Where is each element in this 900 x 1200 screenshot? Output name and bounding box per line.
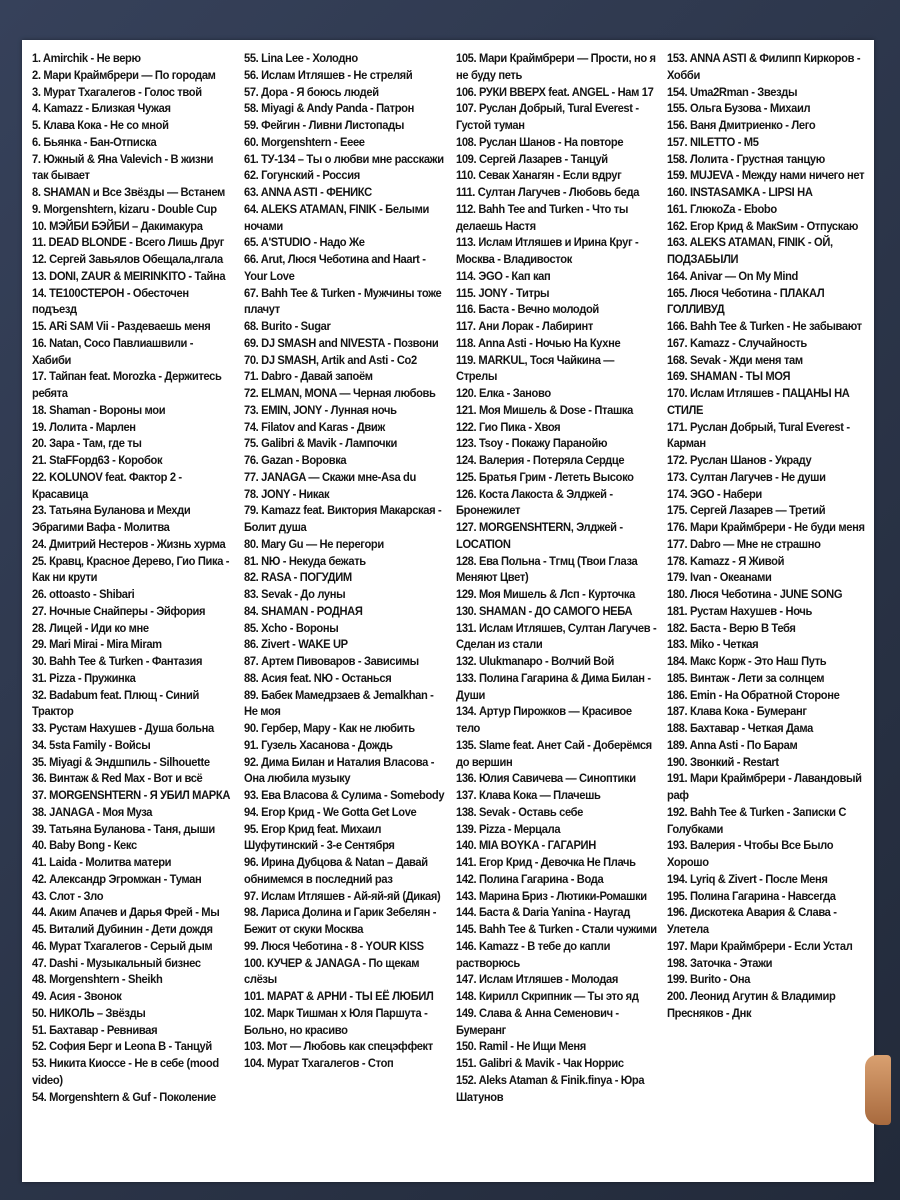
track-item: 17. Тайпан feat. Morozka - Держитесь ребята (32, 369, 222, 400)
track-item: 191. Мари Краймбрери - Лавандовый раф (667, 771, 862, 802)
track-item: 16. Natan, Coco Павлиашвили - Хабиби (32, 335, 194, 367)
track-item: 70. DJ SMASH, Artik and Asti - Со2 (244, 352, 417, 367)
track-item: 144. Баста & Daria Yanina - Наугад (456, 905, 630, 920)
track-item: 105. Мари Краймбрери — Прости, но я не буду петь (456, 51, 656, 82)
track-item: 148. Кирилл Скрипник — Ты это яд (456, 989, 639, 1003)
track-item: 151. Galibri & Mavik - Чак Норрис (456, 1056, 624, 1070)
track-item: 185. Винтаж - Лети за солнцем (667, 670, 825, 685)
track-item: 120. Елка - Заново (456, 386, 551, 400)
track-item: 162. Егор Крид & МакSим - Отпускаю (667, 218, 858, 233)
track-item: 89. Бабек Мамедрзаев & Jemalkhan - Не моя (244, 687, 434, 719)
track-item: 8. SHAMAN и Все Звёзды — Встанем (32, 185, 225, 199)
track-item: 65. A'STUDIO - Надо Же (244, 235, 365, 250)
track-item: 155. Ольга Бузова - Михаил (667, 101, 811, 116)
track-item: 147. Ислам Итляшев - Молодая (456, 972, 618, 987)
track-item: 60. Morgenshtern - Еeee (244, 134, 365, 149)
track-item: 10. МЭЙБИ БЭЙБИ – Дакимакура (32, 218, 203, 233)
track-item: 75. Galibri & Mavik - Лампочки (244, 436, 398, 451)
track-item: 176. Мари Краймбрери - Не буди меня (667, 520, 865, 534)
track-item: 76. Gazan - Воровка (244, 453, 347, 467)
track-item: 27. Ночные Снайперы - Эйфория (32, 603, 206, 618)
track-item: 32. Badabum feat. Плющ - Синий Трактор (32, 687, 200, 719)
track-item: 91. Гузель Хасанова - Дождь (244, 737, 393, 752)
track-item: 28. Лицей - Иди ко мне (32, 620, 149, 635)
track-item: 125. Братья Грим - Лететь Высоко (456, 469, 634, 484)
track-item: 169. SHAMAN - ТЫ МОЯ (667, 369, 791, 384)
track-item: 173. Султан Лагучев - Не души (667, 469, 826, 484)
track-item: 157. NILETTO - M5 (667, 134, 759, 149)
track-item: 182. Баста - Верю В Тебя (667, 620, 796, 635)
track-item: 50. НИКОЛЬ – Звёзды (32, 1005, 146, 1020)
track-item: 111. Султан Лагучев - Любовь беда (456, 185, 640, 199)
track-item: 90. Гербер, Мару - Как не любить (244, 721, 415, 735)
track-item: 177. Dabro — Мне не страшно (667, 536, 821, 551)
track-item: 69. DJ SMASH and NIVESTA - Позвони (244, 335, 439, 350)
track-item: 37. MORGENSHTERN - Я УБИЛ МАРКА (32, 788, 231, 802)
track-item: 195. Полина Гагарина - Навсегда (667, 888, 836, 903)
track-item: 127. MORGENSHTERN, Элджей - LOCATION (456, 520, 623, 551)
track-item: 108. Руслан Шанов - На повторе (456, 134, 624, 149)
track-item: 24. Дмитрий Нестеров - Жизнь хурма (32, 536, 226, 551)
track-item: 153. ANNA ASTI & Филипп Киркоров - Хобби (667, 51, 861, 82)
track-item: 179. Ivan - Океанами (667, 570, 772, 585)
track-item: 74. Filatov and Karas - Движ (244, 419, 385, 434)
track-item: 133. Полина Гагарина & Дима Билан - Души (456, 670, 651, 702)
track-item: 47. Dashi - Музыкальный бизнес (32, 955, 201, 970)
track-item: 18. Shaman - Вороны мои (32, 402, 166, 417)
track-item: 174. ЭGO - Набери (667, 486, 762, 501)
track-item: 112. Bahh Tee and Turken - Что ты делаешь Настя (456, 201, 629, 233)
track-item: 4. Kamazz - Близкая Чужая (32, 101, 171, 116)
track-item: 163. ALEKS ATAMAN, FINIK - ОЙ, ПОДЗАБЫЛИ (667, 235, 833, 266)
track-item: 22. KOLUNOV feat. Фактор 2 - Красавица (32, 469, 182, 501)
track-item: 62. Гогунский - Россия (244, 168, 360, 183)
track-item: 31. Pizza - Пружинка (32, 670, 136, 685)
track-item: 99. Люся Чеботина - 8 - YOUR KISS (244, 938, 424, 953)
track-item: 92. Дима Билан и Наталия Власова - Она любила музыку (244, 754, 435, 786)
track-item: 109. Сергей Лазарев - Танцуй (456, 151, 608, 166)
tracklist-column-1 (32, 50, 232, 1105)
track-item: 159. MUJEVA - Между нами ничего нет (667, 168, 865, 183)
track-item: 71. Dabro - Давай запоём (244, 369, 373, 384)
track-item: 136. Юлия Савичева — Синоптики (456, 771, 636, 786)
track-item: 110. Севак Ханагян - Если вдруг (456, 168, 622, 183)
track-item: 3. Мурат Тхагалегов - Голос твой (32, 84, 202, 99)
track-item: 87. Артем Пивоваров - Зависимы (244, 654, 419, 668)
track-item: 6. Бьянка - Бан-Отписка (32, 134, 157, 149)
track-item: 188. Бахтавар - Четкая Дама (667, 721, 813, 735)
track-item: 166. Bahh Tee & Turken - Не забывают (667, 319, 862, 333)
tracklist-column-4 (667, 50, 865, 1022)
track-item: 121. Моя Мишель & Dose - Пташка (456, 402, 633, 417)
track-item: 84. SHAMAN - РОДНАЯ (244, 603, 363, 618)
track-item: 138. Sevak - Оставь себе (456, 804, 584, 819)
track-item: 88. Асия feat. NЮ - Останься (244, 670, 392, 685)
track-item: 52. София Берг и Leona B - Танцуй (32, 1039, 212, 1054)
track-item: 124. Валерия - Потеряла Сердце (456, 453, 625, 467)
track-item: 97. Ислам Итляшев - Ай-яй-яй (Дикая) (244, 888, 441, 903)
track-item: 200. Леонид Агутин & Владимир Пресняков - Днк (667, 989, 836, 1020)
track-item: 167. Kamazz - Случайность (667, 335, 807, 350)
track-item: 193. Валерия - Чтобы Все Было Хорошо (667, 838, 834, 869)
track-item: 15. ARi SAM Vii - Раздеваешь меня (32, 319, 211, 333)
track-item: 119. MARKUL, Тося Чайкина — Стрелы (456, 352, 615, 384)
track-item: 152. Aleks Ataman & Finik.finya - Юра Шатунов (456, 1072, 645, 1104)
track-item: 137. Клава Кока — Плачешь (456, 788, 601, 802)
track-item: 107. Руслан Добрый, Tural Everest - Густой туман (456, 101, 639, 132)
track-item: 130. SHAMAN - ДО САМОГО НЕБА (456, 603, 633, 618)
track-item: 168. Sevak - Жди меня там (667, 352, 803, 367)
track-item: 73. EMIN, JONY - Лунная ночь (244, 402, 397, 417)
track-item: 156. Ваня Дмитриенко - Лего (667, 118, 816, 132)
track-item: 30. Bahh Tee & Turken - Фантазия (32, 654, 203, 668)
track-item: 41. Laida - Молитва матери (32, 855, 172, 869)
track-item: 164. Anivar — On My Mind (667, 268, 798, 283)
track-item: 132. Ulukmanapo - Волчий Вой (456, 654, 614, 668)
track-item: 128. Ева Польна - Тгмц (Твои Глаза Меняют Цвет) (456, 553, 638, 585)
track-item: 196. Дискотека Авария & Слава - Улетела (667, 905, 837, 936)
track-item: 78. JONY - Никак (244, 486, 330, 501)
track-item: 45. Виталий Дубинин - Дети дождя (32, 922, 213, 936)
track-item: 115. JONY - Титры (456, 285, 550, 300)
track-item: 35. Miyagi & Эндшпиль - Silhouette (32, 754, 210, 769)
track-item: 68. Burito - Sugar (244, 319, 331, 333)
track-item: 96. Ирина Дубцова & Natan – Давай обнимемся в последний раз (244, 855, 428, 886)
track-item: 181. Рустам Нахушев - Ночь (667, 603, 812, 618)
track-item: 12. Сергей Завьялов Обещала,лгала (32, 252, 223, 266)
track-item: 117. Ани Лорак - Лабиринт (456, 319, 593, 333)
track-item: 118. Anna Asti - Ночью На Кухне (456, 335, 621, 350)
track-item: 175. Сергей Лазарев — Третий (667, 503, 826, 518)
track-item: 58. Miyagi & Andy Panda - Патрон (244, 101, 415, 116)
track-item: 29. Mari Mirai - Mira Miram (32, 637, 162, 652)
track-item: 44. Аким Апачев и Дарья Фрей - Мы (32, 905, 220, 920)
track-item: 140. MIA BOYKA - ГАГАРИН (456, 838, 596, 853)
track-item: 199. Burito - Она (667, 972, 751, 987)
track-item: 165. Люся Чеботина - ПЛАКАЛ ГОЛЛИВУД (667, 285, 825, 317)
track-item: 98. Лариса Долина и Гарик Зебелян - Бежит от скуки Москва (244, 905, 437, 936)
track-item: 116. Баста - Вечно молодой (456, 302, 599, 317)
track-item: 186. Emin - На Обратной Стороне (667, 687, 840, 702)
track-item: 80. Mary Gu — Не перегори (244, 536, 384, 551)
track-item: 100. КУЧЕР & JANAGA - По щекам слёзы (244, 955, 420, 987)
track-item: 190. Звонкий - Restart (667, 754, 779, 769)
track-item: 113. Ислам Итляшев и Ирина Круг - Москва - Владивосток (456, 235, 639, 266)
track-item: 178. Kamazz - Я Живой (667, 553, 785, 568)
track-item: 146. Kamazz - В тебе до капли растворюсь (456, 938, 611, 970)
track-item: 26. ottoasto - Shibari (32, 587, 135, 601)
track-item: 160. INSTASAMKA - LIPSI HA (667, 185, 813, 199)
track-item: 54. Morgenshtern & Guf - Поколение (32, 1089, 216, 1104)
track-item: 53. Никита Киоссе - Не в себе (mood video) (32, 1056, 219, 1087)
track-item: 114. ЭGO - Кап кап (456, 268, 551, 283)
track-item: 11. DEAD BLONDE - Всего Лишь Друг (32, 235, 225, 250)
track-item: 172. Руслан Шанов - Украду (667, 453, 812, 467)
track-item: 7. Южный & Яна Valevich - В жизни так бывает (32, 151, 214, 183)
track-item: 25. Кравц, Красное Дерево, Гио Пика - Как ни крути (32, 553, 230, 585)
track-item: 20. Зара - Там, где ты (32, 436, 142, 451)
track-item: 33. Рустам Нахушев - Душа больна (32, 721, 214, 735)
track-item: 61. ТУ-134 – Ты о любви мне расскажи (244, 151, 444, 166)
track-item: 134. Артур Пирожков — Красивое тело (456, 704, 632, 735)
track-item: 126. Коста Лакоста & Элджей - Бронежилет (456, 486, 613, 518)
track-item: 59. Фейгин - Ливни Листопады (244, 118, 405, 132)
track-item: 63. ANNA ASTI - ФЕНИКС (244, 185, 372, 199)
track-item: 194. Lyriq & Zivert - После Меня (667, 871, 828, 886)
hand-photo-fragment (865, 1055, 891, 1125)
track-item: 142. Полина Гагарина - Вода (456, 871, 604, 886)
track-item: 9. Morgenshtern, kizaru - Double Cup (32, 201, 217, 216)
tracklist-column-3 (456, 50, 658, 1105)
track-item: 67. Bahh Tee & Turken - Мужчины тоже плачут (244, 285, 442, 317)
track-item: 189. Anna Asti - По Барам (667, 737, 798, 752)
track-item: 46. Мурат Тхагалегов - Серый дым (32, 938, 213, 953)
track-item: 93. Ева Власова & Сулима - Somebody (244, 788, 445, 802)
track-item: 40. Baby Bong - Кекс (32, 838, 137, 853)
track-item: 158. Лолита - Грустная танцую (667, 151, 825, 166)
track-item: 23. Татьяна Буланова и Мехди Эбрагими Вафа - Молитва (32, 503, 191, 534)
track-item: 187. Клава Кока - Бумеранг (667, 704, 807, 719)
track-item: 171. Руслан Добрый, Tural Everest - Карман (667, 419, 850, 451)
track-item: 57. Дора - Я боюсь людей (244, 84, 379, 99)
track-item: 38. JANAGA - Моя Муза (32, 804, 153, 819)
track-item: 135. Slame feat. Анет Сай - Доберёмся до вершин (456, 737, 652, 769)
track-item: 64. ALEKS ATAMAN, FINIK - Белыми ночами (244, 201, 429, 233)
track-item: 145. Bahh Tee & Turken - Стали чужими (456, 922, 657, 936)
track-item: 106. РУКИ ВВЕРХ feat. ANGEL - Нам 17 (456, 84, 654, 99)
track-item: 81. NЮ - Некуда бежать (244, 553, 366, 568)
track-item: 170. Ислам Итляшев - ПАЦАНЫ НА СТИЛЕ (667, 386, 850, 417)
track-item: 13. DONI, ZAUR & MEIRINKITO - Тайна (32, 268, 226, 283)
track-item: 5. Клава Кока - Не со мной (32, 118, 169, 132)
track-item: 83. Sevak - До луны (244, 587, 346, 601)
track-item: 129. Моя Мишель & Лсп - Курточка (456, 587, 635, 601)
track-item: 141. Егор Крид - Девочка Не Плачь (456, 855, 636, 869)
track-item: 154. Uma2Rman - Звезды (667, 84, 798, 99)
track-item: 180. Люся Чеботина - JUNE SONG (667, 587, 843, 601)
track-item: 183. Miko - Четкая (667, 637, 759, 652)
track-item: 51. Бахтавар - Ревнивая (32, 1022, 158, 1037)
track-item: 48. Morgenshtern - Sheikh (32, 972, 163, 987)
track-item: 56. Ислам Итляшев - Не стреляй (244, 67, 413, 82)
track-item: 139. Pizza - Мерцала (456, 821, 561, 836)
track-item: 123. Tsoy - Покажу Паранойю (456, 436, 608, 451)
track-item: 104. Мурат Тхагалегов - Стоп (244, 1056, 394, 1070)
track-item: 34. 5sta Family - Войсы (32, 737, 151, 752)
track-item: 79. Kamazz feat. Виктория Макарская - Болит душа (244, 503, 442, 534)
track-item: 131. Ислам Итляшев, Султан Лагучев - Сделан из стали (456, 620, 657, 652)
track-item: 86. Zivert - WAKE UP (244, 637, 348, 652)
track-item: 43. Слот - Зло (32, 888, 104, 903)
track-item: 150. Ramil - Не Ищи Меня (456, 1039, 586, 1054)
track-item: 72. ELMAN, MONA — Черная любовь (244, 386, 436, 400)
track-item: 77. JANAGA — Скажи мне-Asa du (244, 469, 416, 484)
track-item: 36. Винтаж & Red Max - Вот и всё (32, 771, 203, 786)
track-item: 192. Bahh Tee & Turken - Записки С Голубками (667, 804, 847, 836)
track-item: 2. Мари Краймбрери — По городам (32, 67, 216, 82)
tracklist-column-2 (244, 50, 445, 1072)
track-item: 1. Amirchik - Не верю (32, 51, 141, 65)
track-item: 85. Xcho - Вороны (244, 620, 339, 635)
track-item: 55. Lina Lee - Холодно (244, 51, 358, 65)
track-item: 103. Мот — Любовь как спецэффект (244, 1039, 433, 1054)
track-item: 39. Татьяна Буланова - Таня, дыши (32, 821, 215, 836)
track-item: 161. ГлюкоZa - Ebobo (667, 201, 777, 216)
track-item: 14. ТЕ100СТЕРОН - Обесточен подъезд (32, 285, 189, 317)
track-item: 102. Марк Тишман х Юля Паршута - Больно, но красиво (244, 1005, 428, 1037)
track-item: 42. Александр Эгромжан - Туман (32, 871, 202, 886)
track-item: 95. Егор Крид feat. Михаил Шуфутинский - 3-е Сентября (244, 821, 395, 853)
track-item: 82. RASA - ПОГУДИМ (244, 570, 352, 585)
track-item: 66. Arut, Люся Чеботина and Haart - Your Love (244, 252, 426, 283)
track-item: 21. StaFFорд63 - Коробок (32, 453, 163, 467)
track-item: 101. МАРАТ & АРНИ - ТЫ ЕЁ ЛЮБИЛ (244, 989, 434, 1003)
track-item: 19. Лолита - Марлен (32, 419, 136, 434)
track-item: 197. Мари Краймбрери - Если Устал (667, 938, 853, 953)
track-item: 149. Слава & Анна Семенович - Бумеранг (456, 1005, 619, 1037)
track-item: 122. Гио Пика - Хвоя (456, 419, 561, 434)
track-item: 94. Егор Крид - We Gotta Get Love (244, 804, 417, 819)
track-item: 49. Асия - Звонок (32, 989, 122, 1003)
track-item: 198. Заточка - Этажи (667, 955, 773, 970)
track-item: 184. Макс Корж - Это Наш Путь (667, 654, 827, 668)
tracklist-sheet (22, 40, 874, 1182)
track-item: 143. Марина Бриз - Лютики-Ромашки (456, 888, 647, 903)
